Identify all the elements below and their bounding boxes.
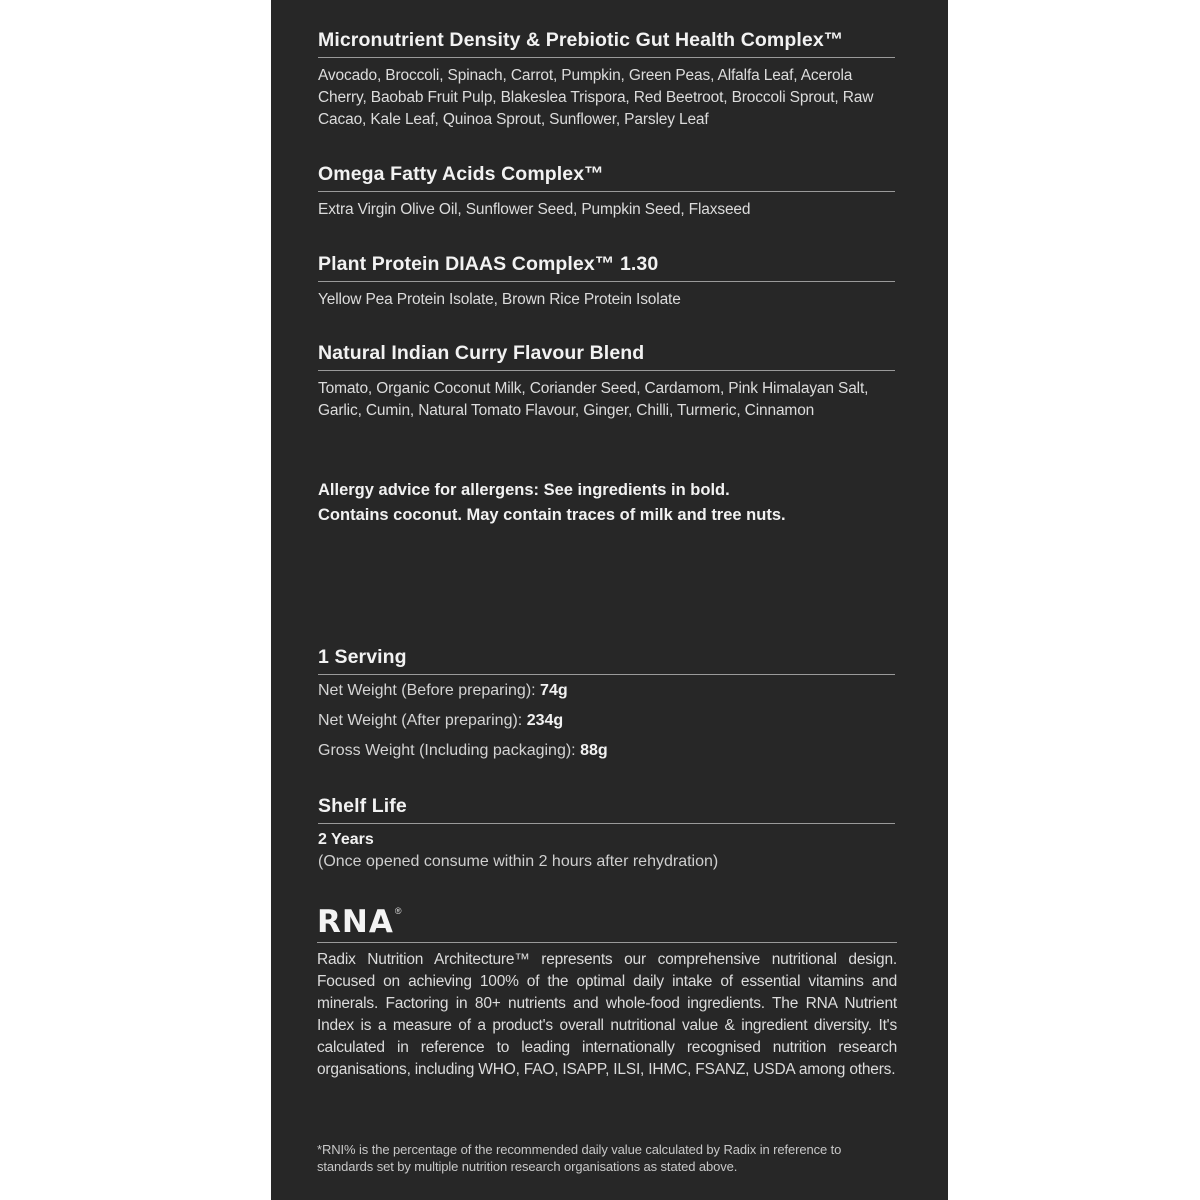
- section-ingredients: Extra Virgin Olive Oil, Sunflower Seed, Pumpkin Seed, Flaxseed: [318, 201, 751, 218]
- section-title: Omega Fatty Acids Complex™: [318, 163, 895, 192]
- serving-row-value: 74g: [540, 682, 568, 699]
- shelf-life-value: 2 Years: [318, 831, 374, 848]
- serving-row: [318, 736, 895, 766]
- shelf-life-title: Shelf Life: [318, 795, 895, 824]
- product-info-panel: [271, 0, 948, 1200]
- section-title: Plant Protein DIAAS Complex™ 1.30: [318, 253, 895, 282]
- registered-mark-icon: ®: [394, 906, 402, 916]
- serving-row-label: Net Weight (After preparing):: [318, 712, 523, 729]
- rni-footnote: *RNI% is the percentage of the recommended daily value calculated by Radix in reference to standards set by multiple nutrition research organisations as stated above.: [317, 1142, 842, 1174]
- allergy-line-1: Allergy advice for allergens: See ingredients in bold.: [318, 481, 730, 499]
- omega-section: [318, 163, 895, 221]
- section-ingredients: Tomato, Organic Coconut Milk, Coriander Seed, Cardamom, Pink Himalayan Salt, Garlic, Cumin, Natural Tomato Flavour, Ginger, Chilli, Turmeric, Cinnamon: [318, 380, 869, 419]
- serving-section: [318, 646, 895, 766]
- allergy-advice: [318, 478, 895, 528]
- serving-row-value: 88g: [580, 742, 608, 759]
- serving-row-label: Gross Weight (Including packaging):: [318, 742, 576, 759]
- allergy-line-2: Contains coconut. May contain traces of milk and tree nuts.: [318, 506, 786, 524]
- serving-row: [318, 706, 895, 736]
- micronutrient-section: [318, 29, 895, 131]
- serving-row: [318, 676, 895, 706]
- serving-row-label: Net Weight (Before preparing):: [318, 682, 536, 699]
- flavour-section: [318, 342, 895, 422]
- footnote-section: [317, 1142, 862, 1175]
- rna-logo-text: RNA: [317, 904, 394, 940]
- shelf-life-section: [318, 795, 895, 873]
- serving-title: 1 Serving: [318, 646, 895, 675]
- shelf-life-note: (Once opened consume within 2 hours after rehydration): [318, 853, 719, 870]
- section-title: Natural Indian Curry Flavour Blend: [318, 342, 895, 371]
- rna-logo: [317, 906, 897, 938]
- section-ingredients: Avocado, Broccoli, Spinach, Carrot, Pumpkin, Green Peas, Alfalfa Leaf, Acerola Cherry, Baobab Fruit Pulp, Blakeslea Trispora, Red Beetroot, Broccoli Sprout, Raw Cacao, Kale Leaf, Quinoa Sprout, Sunflower, Parsley Leaf: [318, 67, 874, 128]
- rna-description: Radix Nutrition Architecture™ represents our comprehensive nutritional design. Focused on achieving 100% of the optimal daily intake of essential vitamins and minerals. Factoring in 80+ nutrients and whole-food ingredients. The RNA Nutrient Index is a measure of a product's overall nutritional value & ingredient diversity. It's calculated in reference to leading internationally recognised nutrition research organisations, including WHO, FAO, ISAPP, ILSI, IHMC, FSANZ, USDA among others.: [317, 951, 897, 1078]
- rna-divider: [317, 942, 897, 943]
- section-title: Micronutrient Density & Prebiotic Gut Health Complex™: [318, 29, 895, 58]
- serving-rows: [318, 676, 895, 766]
- protein-section: [318, 253, 895, 311]
- serving-row-value: 234g: [526, 712, 564, 729]
- section-ingredients: Yellow Pea Protein Isolate, Brown Rice Protein Isolate: [318, 291, 681, 308]
- rna-section: [317, 906, 897, 1081]
